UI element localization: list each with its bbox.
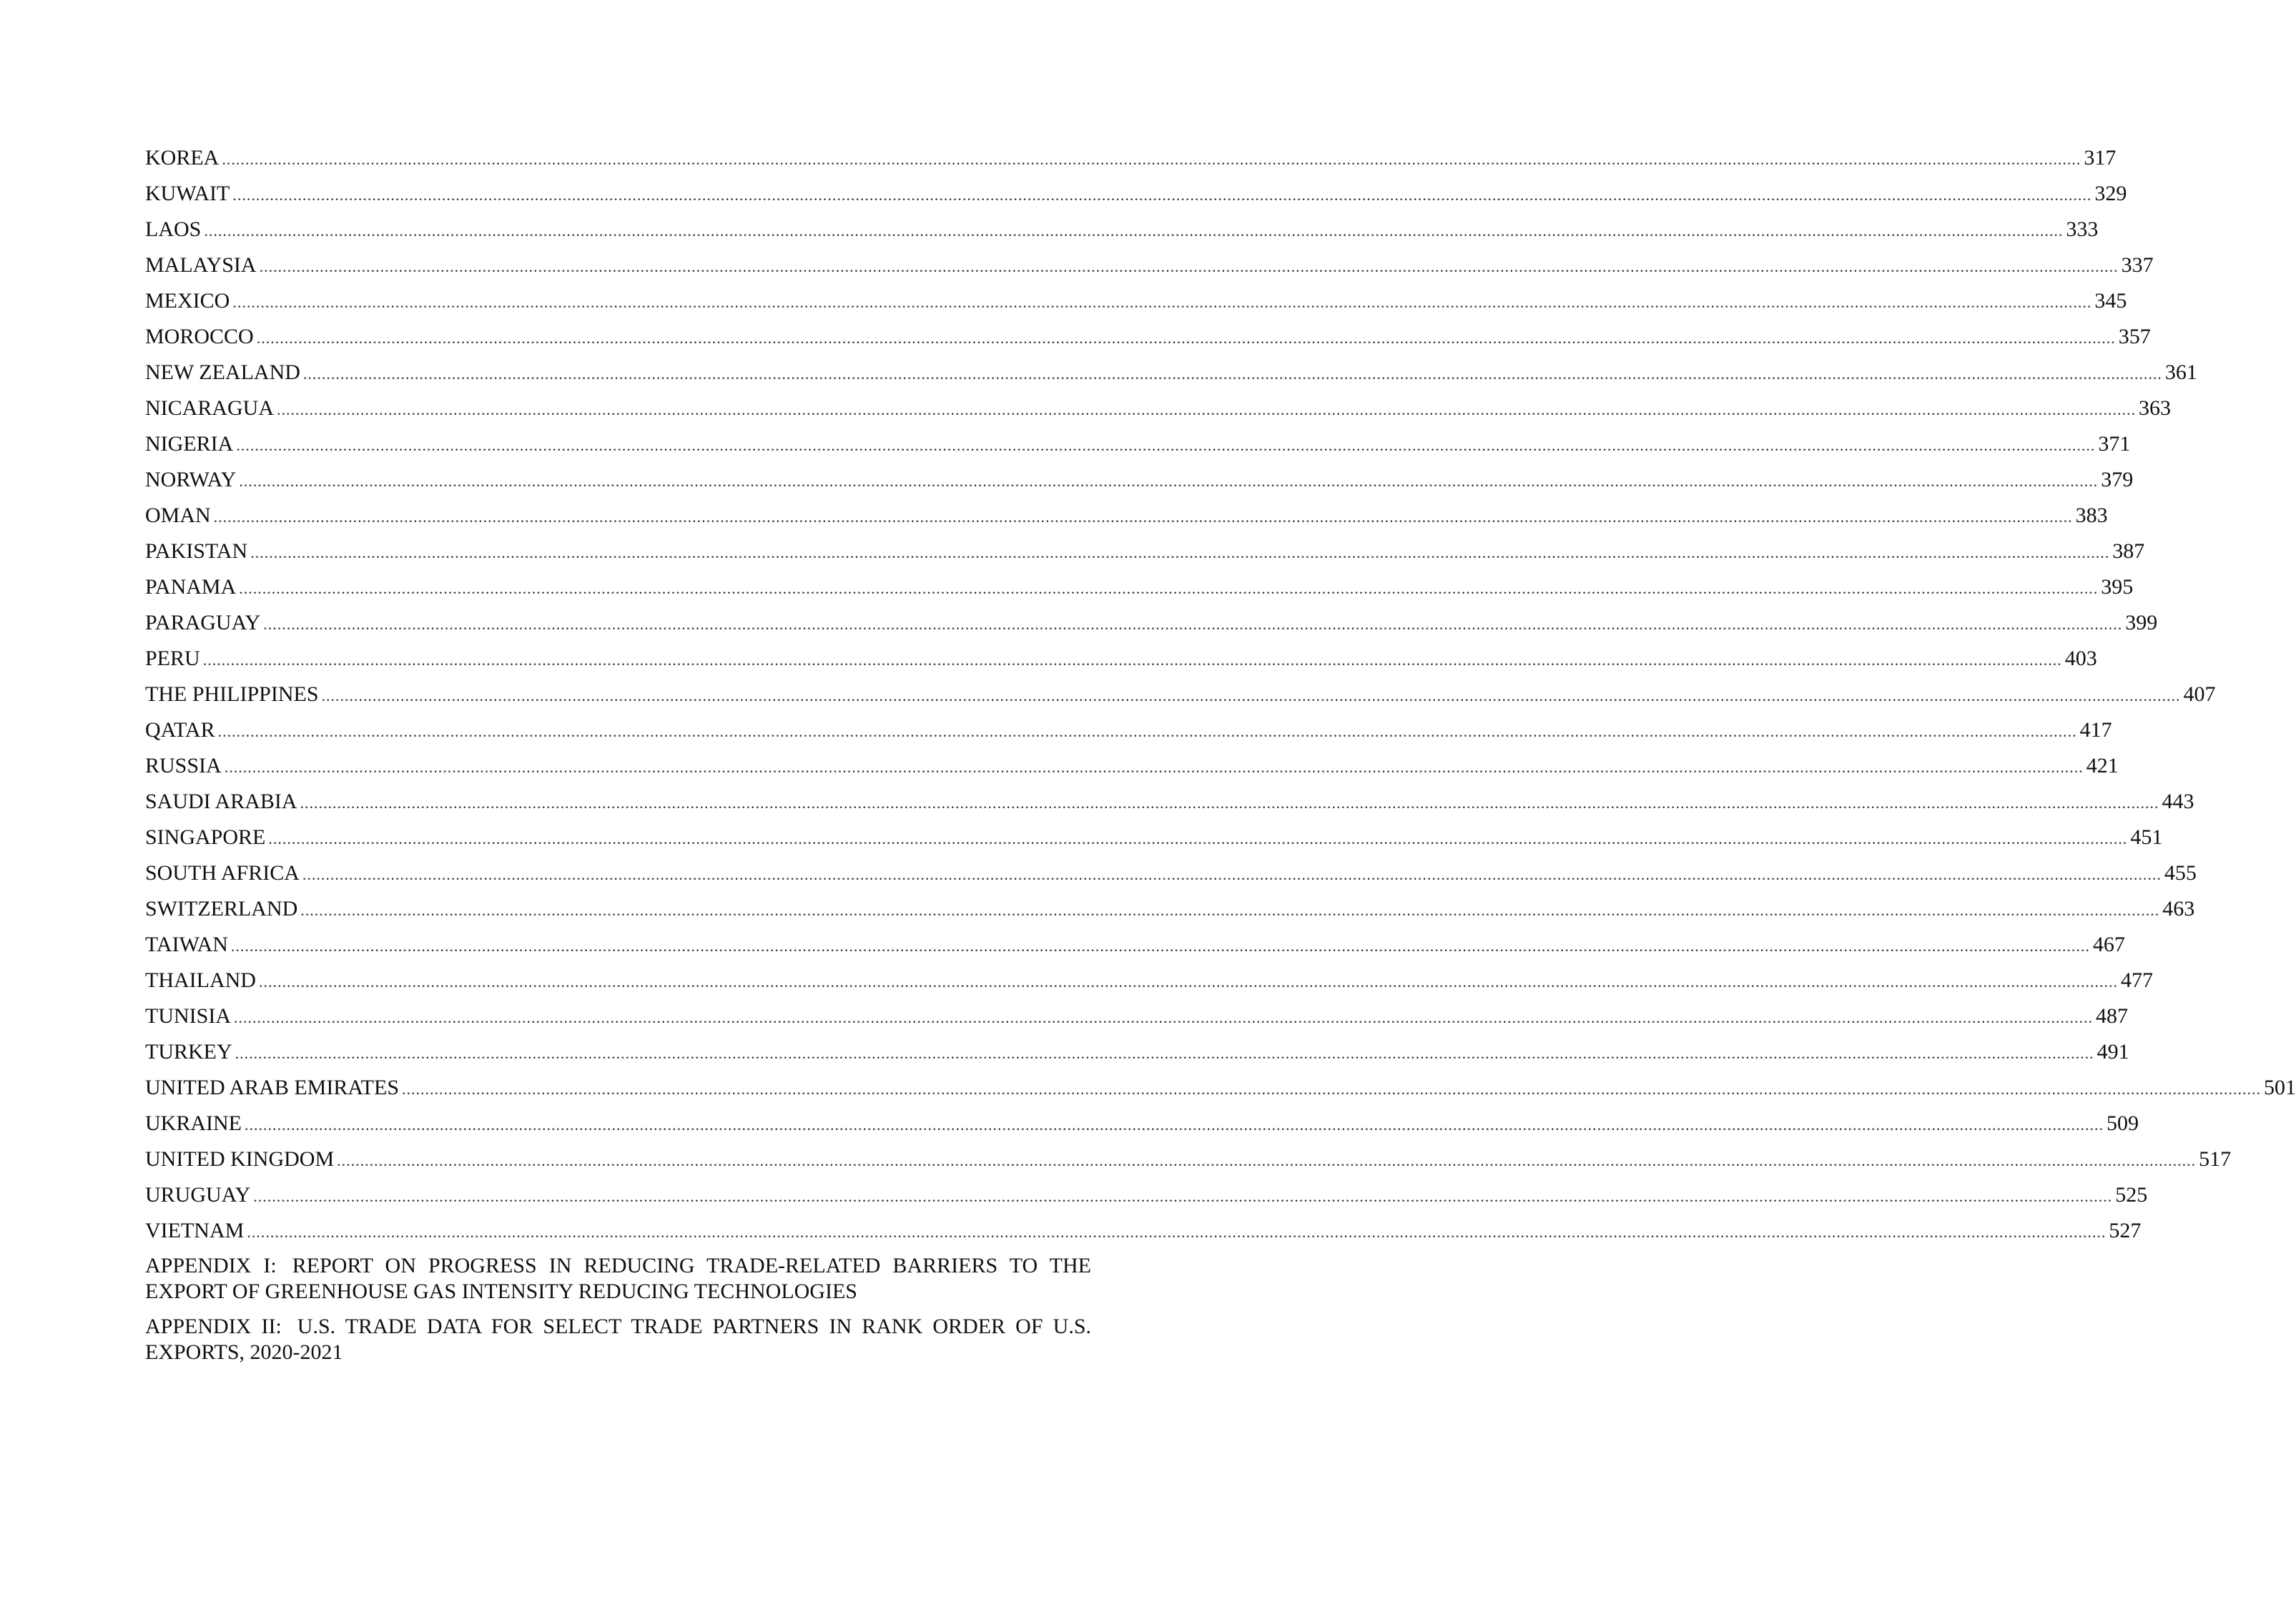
dot-leader: ................................................................................................................................................................................................................................................................................................................................................................................................................ [239, 472, 2099, 490]
dot-leader: ................................................................................................................................................................................................................................................................................................................................................................................................................ [232, 293, 2092, 311]
toc-entry[interactable] [145, 358, 2197, 393]
toc-entry[interactable] [145, 322, 2151, 358]
toc-entry-label: PARAGUAY [145, 611, 261, 634]
toc-entry-label: VIETNAM [145, 1219, 245, 1242]
toc-entry-label: KOREA [145, 146, 220, 170]
toc-entry-label: MOROCCO [145, 325, 254, 348]
toc-entry[interactable] [145, 1109, 2139, 1144]
toc-entry[interactable] [145, 1180, 2148, 1216]
dot-leader: ................................................................................................................................................................................................................................................................................................................................................................................................................ [402, 1080, 2262, 1098]
toc-entry-label: UNITED ARAB EMIRATES [145, 1076, 400, 1099]
dot-leader: ................................................................................................................................................................................................................................................................................................................................................................................................................ [204, 222, 2064, 240]
toc-entry-page-number: 527 [2109, 1219, 2142, 1242]
toc-entry-page-number: 455 [2164, 861, 2197, 885]
dot-leader: ................................................................................................................................................................................................................................................................................................................................................................................................................ [232, 186, 2092, 204]
dot-leader: ................................................................................................................................................................................................................................................................................................................................................................................................................ [247, 1223, 2107, 1241]
appendix-label: APPENDIX I: [145, 1254, 277, 1277]
toc-entry-page-number: 329 [2094, 182, 2127, 205]
toc-entry-page-number: 421 [2086, 754, 2119, 777]
dot-leader: ................................................................................................................................................................................................................................................................................................................................................................................................................ [300, 794, 2159, 812]
toc-appendix-entry[interactable] [145, 1253, 1091, 1305]
toc-entry-page-number: 387 [2112, 539, 2145, 563]
dot-leader: ................................................................................................................................................................................................................................................................................................................................................................................................................ [222, 150, 2081, 168]
toc-entry[interactable] [145, 858, 2197, 894]
dot-leader: ................................................................................................................................................................................................................................................................................................................................................................................................................ [236, 436, 2096, 454]
toc-entry-label: SINGAPORE [145, 825, 266, 849]
toc-entry[interactable] [145, 679, 2216, 715]
toc-entry-page-number: 383 [2075, 504, 2108, 527]
toc-entry[interactable] [145, 715, 2112, 751]
toc-entry-label: SAUDI ARABIA [145, 790, 297, 813]
toc-entry-label: THAILAND [145, 968, 256, 992]
toc-entry-label: PANAMA [145, 575, 237, 599]
dot-leader: ................................................................................................................................................................................................................................................................................................................................................................................................................ [268, 830, 2128, 848]
toc-entry-page-number: 501 [2264, 1076, 2296, 1099]
toc-entry[interactable] [145, 930, 2125, 966]
dot-leader: ................................................................................................................................................................................................................................................................................................................................................................................................................ [239, 579, 2099, 597]
toc-entry[interactable] [145, 501, 2108, 536]
toc-entry-page-number: 443 [2162, 790, 2194, 813]
toc-entry[interactable] [145, 393, 2171, 429]
toc-entry-page-number: 363 [2139, 396, 2171, 420]
toc-entry-page-number: 517 [2199, 1147, 2232, 1171]
toc-entry-page-number: 337 [2121, 253, 2154, 277]
toc-entry[interactable] [145, 1001, 2128, 1037]
toc-entry-label: MALAYSIA [145, 253, 257, 277]
toc-entry[interactable] [145, 286, 2127, 322]
dot-leader: ................................................................................................................................................................................................................................................................................................................................................................................................................ [235, 1044, 2094, 1062]
dot-leader: ................................................................................................................................................................................................................................................................................................................................................................................................................ [259, 257, 2119, 275]
toc-entry-page-number: 487 [2096, 1004, 2128, 1028]
toc-entry-label: PERU [145, 647, 200, 670]
toc-entry[interactable] [145, 536, 2145, 572]
appendix-title: REPORT ON PROGRESS IN REDUCING TRADE-RELATED BARRIERS TO THE EXPORT OF GREENHOUSE GAS INTENSITY REDUCING TECHNOLOGIES [145, 1254, 1091, 1303]
dot-leader: ................................................................................................................................................................................................................................................................................................................................................................................................................ [245, 1116, 2104, 1134]
toc-entry-page-number: 477 [2120, 968, 2153, 992]
toc-entry[interactable] [145, 179, 2127, 215]
toc-entry-label: NEW ZEALAND [145, 360, 300, 384]
dot-leader: ................................................................................................................................................................................................................................................................................................................................................................................................................ [234, 1008, 2093, 1026]
toc-entry-label: NICARAGUA [145, 396, 274, 420]
toc-entry-page-number: 361 [2164, 360, 2197, 384]
toc-entry[interactable] [145, 751, 2119, 787]
toc-entry-page-number: 509 [2107, 1111, 2139, 1135]
toc-entry[interactable] [145, 608, 2158, 644]
toc-entry-page-number: 525 [2115, 1183, 2148, 1207]
toc-entry-label: PAKISTAN [145, 539, 248, 563]
table-of-contents [145, 143, 2296, 1375]
toc-entry[interactable] [145, 966, 2153, 1001]
toc-entry-label: TUNISIA [145, 1004, 231, 1028]
toc-entry-label: MEXICO [145, 289, 230, 313]
toc-entry-page-number: 467 [2092, 933, 2125, 956]
toc-entry-label: SOUTH AFRICA [145, 861, 300, 885]
toc-entry-label: NORWAY [145, 468, 237, 491]
toc-entry-label: RUSSIA [145, 754, 222, 777]
toc-entry-page-number: 345 [2094, 289, 2127, 313]
dot-leader: ................................................................................................................................................................................................................................................................................................................................................................................................................ [302, 365, 2162, 383]
dot-leader: ................................................................................................................................................................................................................................................................................................................................................................................................................ [250, 544, 2110, 561]
toc-entry-label: QATAR [145, 718, 215, 742]
toc-entry-label: UNITED KINGDOM [145, 1147, 335, 1171]
toc-entry-label: NIGERIA [145, 432, 234, 456]
toc-entry-label: TAIWAN [145, 933, 228, 956]
toc-entry[interactable] [145, 1216, 2142, 1252]
toc-entry-page-number: 317 [2084, 146, 2117, 170]
toc-entry-page-number: 463 [2162, 897, 2195, 921]
toc-entry[interactable] [145, 429, 2131, 465]
toc-entry[interactable] [145, 215, 2099, 250]
toc-entry[interactable] [145, 572, 2134, 608]
toc-appendix-entry[interactable] [145, 1314, 1091, 1365]
dot-leader: ................................................................................................................................................................................................................................................................................................................................................................................................................ [213, 508, 2073, 526]
dot-leader: ................................................................................................................................................................................................................................................................................................................................................................................................................ [253, 1187, 2113, 1205]
toc-entry-page-number: 403 [2064, 647, 2097, 670]
toc-entry-label: LAOS [145, 217, 202, 241]
dot-leader: ................................................................................................................................................................................................................................................................................................................................................................................................................ [337, 1152, 2197, 1169]
dot-leader: ................................................................................................................................................................................................................................................................................................................................................................................................................ [300, 901, 2160, 919]
toc-entry-page-number: 399 [2125, 611, 2158, 634]
toc-entry-page-number: 407 [2183, 682, 2216, 706]
toc-entry[interactable] [145, 250, 2154, 286]
appendix-title: U.S. TRADE DATA FOR SELECT TRADE PARTNERS IN RANK ORDER OF U.S. EXPORTS, 2020-2021 [145, 1315, 1092, 1364]
appendix-label: APPENDIX II: [145, 1315, 282, 1338]
toc-entry-label: SWITZERLAND [145, 897, 298, 921]
dot-leader: ................................................................................................................................................................................................................................................................................................................................................................................................................ [321, 687, 2181, 705]
toc-entry-label: KUWAIT [145, 182, 230, 205]
toc-entry[interactable] [145, 787, 2194, 823]
dot-leader: ................................................................................................................................................................................................................................................................................................................................................................................................................ [217, 722, 2077, 740]
toc-entry-page-number: 491 [2097, 1040, 2129, 1064]
toc-entry[interactable] [145, 1144, 2232, 1180]
dot-leader: ................................................................................................................................................................................................................................................................................................................................................................................................................ [230, 937, 2090, 955]
toc-entry[interactable] [145, 465, 2134, 501]
toc-entry-label: OMAN [145, 504, 211, 527]
dot-leader: ................................................................................................................................................................................................................................................................................................................................................................................................................ [263, 615, 2123, 633]
toc-entry-page-number: 357 [2118, 325, 2151, 348]
dot-leader: ................................................................................................................................................................................................................................................................................................................................................................................................................ [224, 758, 2084, 776]
toc-entry-list [145, 143, 2296, 1252]
dot-leader: ................................................................................................................................................................................................................................................................................................................................................................................................................ [258, 973, 2118, 991]
toc-entry-label: THE PHILIPPINES [145, 682, 319, 706]
toc-entry-page-number: 451 [2130, 825, 2163, 849]
toc-appendix-list [145, 1253, 1091, 1365]
toc-entry-label: URUGUAY [145, 1183, 251, 1207]
toc-entry-page-number: 395 [2101, 575, 2134, 599]
toc-entry[interactable] [145, 644, 2097, 679]
dot-leader: ................................................................................................................................................................................................................................................................................................................................................................................................................ [202, 651, 2062, 669]
dot-leader: ................................................................................................................................................................................................................................................................................................................................................................................................................ [302, 865, 2162, 883]
dot-leader: ................................................................................................................................................................................................................................................................................................................................................................................................................ [277, 401, 2136, 418]
toc-entry-page-number: 371 [2098, 432, 2131, 456]
toc-entry-page-number: 417 [2079, 718, 2112, 742]
toc-entry-page-number: 333 [2066, 217, 2099, 241]
toc-entry[interactable] [145, 143, 2117, 179]
toc-entry-label: TURKEY [145, 1040, 232, 1064]
toc-entry-label: UKRAINE [145, 1111, 242, 1135]
toc-entry-page-number: 379 [2101, 468, 2134, 491]
toc-entry[interactable] [145, 1073, 2296, 1109]
toc-entry[interactable] [145, 1037, 2129, 1073]
toc-entry[interactable] [145, 894, 2195, 930]
dot-leader: ................................................................................................................................................................................................................................................................................................................................................................................................................ [256, 329, 2116, 347]
toc-entry[interactable] [145, 823, 2163, 858]
